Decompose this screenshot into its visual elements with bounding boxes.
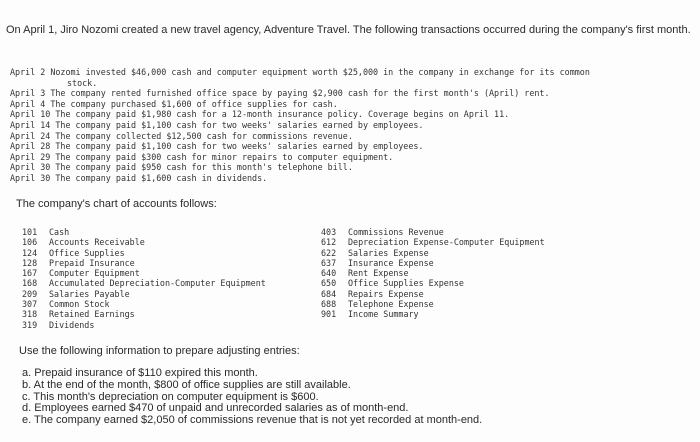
transaction-date: April 4	[10, 98, 46, 109]
transaction-row	[10, 120, 590, 131]
account-name: Telephone Expense	[348, 299, 434, 310]
transaction-row	[10, 109, 590, 120]
transaction-date: April 24	[10, 130, 51, 141]
account-row	[22, 248, 266, 258]
transaction-row	[10, 131, 590, 142]
account-name: Income Summary	[348, 309, 419, 320]
account-name: Common Stock	[49, 299, 110, 310]
account-row	[22, 227, 266, 237]
account-number: 684	[321, 288, 337, 299]
account-number: 209	[22, 288, 38, 299]
adjustment-item: d. Employees earned $470 of unpaid and unrecorded salaries as of month-end.	[22, 402, 409, 415]
transaction-date: April 10	[10, 109, 51, 120]
account-number: 167	[22, 268, 38, 279]
account-row	[22, 268, 266, 278]
transaction-row	[10, 99, 590, 110]
transaction-text: stock.	[67, 77, 98, 88]
transaction-text: The company purchased $1,600 of office supplies for cash.	[50, 98, 338, 109]
accounts-list-right	[321, 227, 545, 320]
transaction-text: The company paid $300 cash for minor repairs to computer equipment.	[55, 151, 394, 162]
account-row	[22, 289, 266, 299]
account-number: 640	[321, 268, 337, 279]
transaction-date: April 14	[10, 119, 51, 130]
account-row	[22, 237, 266, 247]
adjusting-entries-heading: Use the following information to prepare adjusting entries:	[19, 345, 300, 357]
adjustment-item: e. The company earned $2,050 of commissions revenue that is not yet recorded at month-end.	[22, 414, 483, 427]
account-name: Cash	[49, 227, 70, 237]
account-number: 106	[22, 237, 38, 248]
adjustments-list	[22, 367, 482, 426]
account-number: 101	[22, 227, 38, 237]
account-name: Depreciation Expense-Computer Equipment	[348, 237, 545, 248]
account-row	[321, 258, 545, 268]
account-name: Accounts Receivable	[49, 237, 145, 248]
account-name: Repairs Expense	[348, 288, 424, 299]
account-name: Prepaid Insurance	[49, 257, 135, 268]
transaction-row	[10, 152, 590, 163]
transaction-row	[10, 67, 590, 78]
chart-of-accounts-heading: The company's chart of accounts follows:	[16, 198, 217, 210]
account-row	[321, 237, 545, 247]
account-row	[321, 248, 545, 258]
account-row	[22, 299, 266, 309]
transaction-row	[10, 88, 590, 99]
account-row	[321, 309, 545, 319]
transaction-text: The company collected $12,500 cash for commissions revenue.	[55, 130, 353, 141]
transaction-date: April 30	[10, 162, 51, 173]
transaction-row	[10, 141, 590, 152]
account-number: 901	[321, 309, 337, 320]
transaction-text: The company paid $1,100 cash for two weeks' salaries earned by employees.	[55, 119, 424, 130]
transaction-date: April 30	[10, 172, 51, 183]
account-name: Retained Earnings	[49, 309, 135, 320]
account-number: 403	[321, 227, 337, 237]
transaction-row	[10, 78, 590, 89]
account-name: Rent Expense	[348, 268, 409, 279]
account-number: 650	[321, 278, 337, 289]
account-name: Salaries Expense	[348, 247, 429, 258]
transaction-date: April 3	[10, 88, 46, 99]
accounts-list-left	[22, 227, 266, 330]
account-row	[321, 278, 545, 288]
transaction-text: The company paid $1,600 cash in dividends.	[55, 172, 268, 183]
transaction-date: April 28	[10, 141, 51, 152]
transaction-text: The company rented furnished office space by paying $2,900 cash for the first month's (April) rent.	[50, 88, 550, 99]
account-name: Commissions Revenue	[348, 227, 444, 237]
account-number: 319	[22, 319, 38, 330]
account-name: Office Supplies Expense	[348, 278, 464, 289]
transaction-date: April 2	[10, 67, 46, 77]
account-number: 318	[22, 309, 38, 320]
adjustment-item: a. Prepaid insurance of $110 expired this month.	[22, 367, 258, 379]
transaction-text: Nozomi invested $46,000 cash and computer equipment worth $25,000 in the company in exchange for its common	[50, 67, 590, 77]
transactions-list	[10, 67, 590, 184]
account-number: 124	[22, 247, 38, 258]
transaction-date: April 29	[10, 151, 51, 162]
account-number: 637	[321, 257, 337, 268]
account-name: Dividends	[49, 319, 95, 330]
account-row	[321, 227, 545, 237]
account-number: 612	[321, 237, 337, 248]
account-number: 688	[321, 299, 337, 310]
account-name: Salaries Payable	[49, 288, 130, 299]
account-row	[22, 320, 266, 330]
transaction-text: The company paid $950 cash for this month's telephone bill.	[55, 162, 353, 173]
account-number: 168	[22, 278, 38, 289]
adjustment-item: b. At the end of the month, $800 of office supplies are still available.	[22, 378, 351, 391]
account-number: 622	[321, 247, 337, 258]
problem-intro: On April 1, Jiro Nozomi created a new travel agency, Adventure Travel. The following transactions occurred during the company's first month.	[6, 24, 691, 36]
transaction-text: The company paid $1,100 cash for two weeks' salaries earned by employees.	[55, 141, 424, 152]
account-row	[22, 309, 266, 319]
account-name: Office Supplies	[49, 247, 125, 258]
account-number: 128	[22, 257, 38, 268]
account-row	[321, 268, 545, 278]
account-name: Accumulated Depreciation-Computer Equipment	[49, 278, 266, 289]
account-name: Computer Equipment	[49, 268, 140, 279]
transaction-row	[10, 162, 590, 173]
account-name: Insurance Expense	[348, 257, 434, 268]
adjustment-item: c. This month's depreciation on computer equipment is $600.	[22, 390, 319, 403]
transaction-row	[10, 173, 590, 184]
account-number: 307	[22, 299, 38, 310]
account-row	[22, 278, 266, 288]
account-row	[321, 299, 545, 309]
account-row	[22, 258, 266, 268]
account-row	[321, 289, 545, 299]
transaction-text: The company paid $1,980 cash for a 12-month insurance policy. Coverage begins on April 11.	[55, 109, 510, 120]
